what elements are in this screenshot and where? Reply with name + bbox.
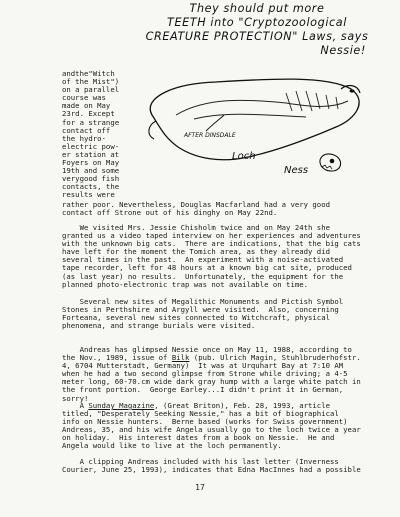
paragraph-chisholm: We visited Mrs. Jessie Chisholm twice and on May 24th she granted us a video taped interview on her experiences and adventures with the unknown big cats. There are indications, that the big cats have left for the moment the Tomich area, as they already did several times in the past. An experiment with a noise-activated tape recorder, left for 48 hours at a known big cat site, produced (as last year) no results. Unfortunately, the equipment for the planned photo-electronic trap was not available on time. [62,223,361,289]
sunday-magazine-title: Sunday Magazine [88,401,155,410]
nessie-tail [149,121,156,139]
nessie-hatching [286,91,338,111]
handwritten-line-4: Nessie! [320,44,366,57]
para4-text-b: , (Great Briton), Feb. 28, 1993, article titled, "Desperately Seeking Nessie," has a bit of biographical info on Nessie hunters. Berne based (works for Swiss government) Andreas, 35, and his wife Angela usually go to the loch twice a year on holiday. His interest dates from a book on Nessie. He and Angela would like to live at the loch permanently. [62,401,361,451]
handwritten-line-2: TEETH into "Cryptozoological [167,16,347,29]
full-width-line-2: contact off Strone out of his dinghy on May 22nd. [62,208,278,217]
full-width-line-1: rather poor. Nevertheless, Douglas Macfarland had a very good [62,200,330,209]
paragraph-andreas-glimpse [62,346,372,403]
para4-text-a: A [62,401,89,410]
sketch-label-loch: Loch [232,151,256,162]
handwritten-line-1: They should put more [189,2,325,15]
sketch-label-dinsdale: AFTER DINSDALE [184,132,236,139]
para3-text-b: (pub. Ulrich Magin, Stuhlbruderhofstr. 4, 6704 Mutterstadt, Germany) It was at Urquhart Bay at 7:10 AM when he had a two second glimpse from Strone while driving; a 4-5 meter long, 60-70.cm wide dark gray hump with a large white patch in the front portion. George Earley...I didn't print it in German, sorry! [62,353,361,403]
bilk-title: Bilk [171,353,190,363]
small-head-eye [330,159,335,164]
para3-text-a: Andreas has glimpsed Nessie once on May 11, 1988, according to the Nov., 1989, issue of [62,345,352,363]
paragraph-megalithic: Several new sites of Megalithic Monuments and Pictish Symbol Stones in Perthshire and Argyll were visited. Also, concerning Forteana, several new sites connected to Witchcraft, physical phenomena, and strange burials were visited. [62,297,344,331]
loch-outline [150,79,359,160]
creature-eye [350,89,355,92]
paragraph-sunday-magazine [62,402,372,451]
page-number: 17 [195,483,205,492]
nessie-body [176,100,348,119]
sketch-label-ness: Ness [284,165,309,176]
paragraph-clipping: A clipping Andreas included with his last letter (Inverness Courier, June 25, 1993), indicates that Edna MacInnes had a possible [62,457,361,475]
dinsdale-pointer [206,115,224,131]
loch-ness-sketch [136,67,376,179]
handwritten-annotation [118,2,396,58]
handwritten-line-3: CREATURE PROTECTION" Laws, says [145,30,369,43]
narrow-column-text: andthe"Witch of the Mist") on a parallel course was made on May 23rd. Except for a strange contact off the hydro- electric pow- er station at Foyers on May 19th and some verygood fish contacts, the results were [62,69,120,200]
